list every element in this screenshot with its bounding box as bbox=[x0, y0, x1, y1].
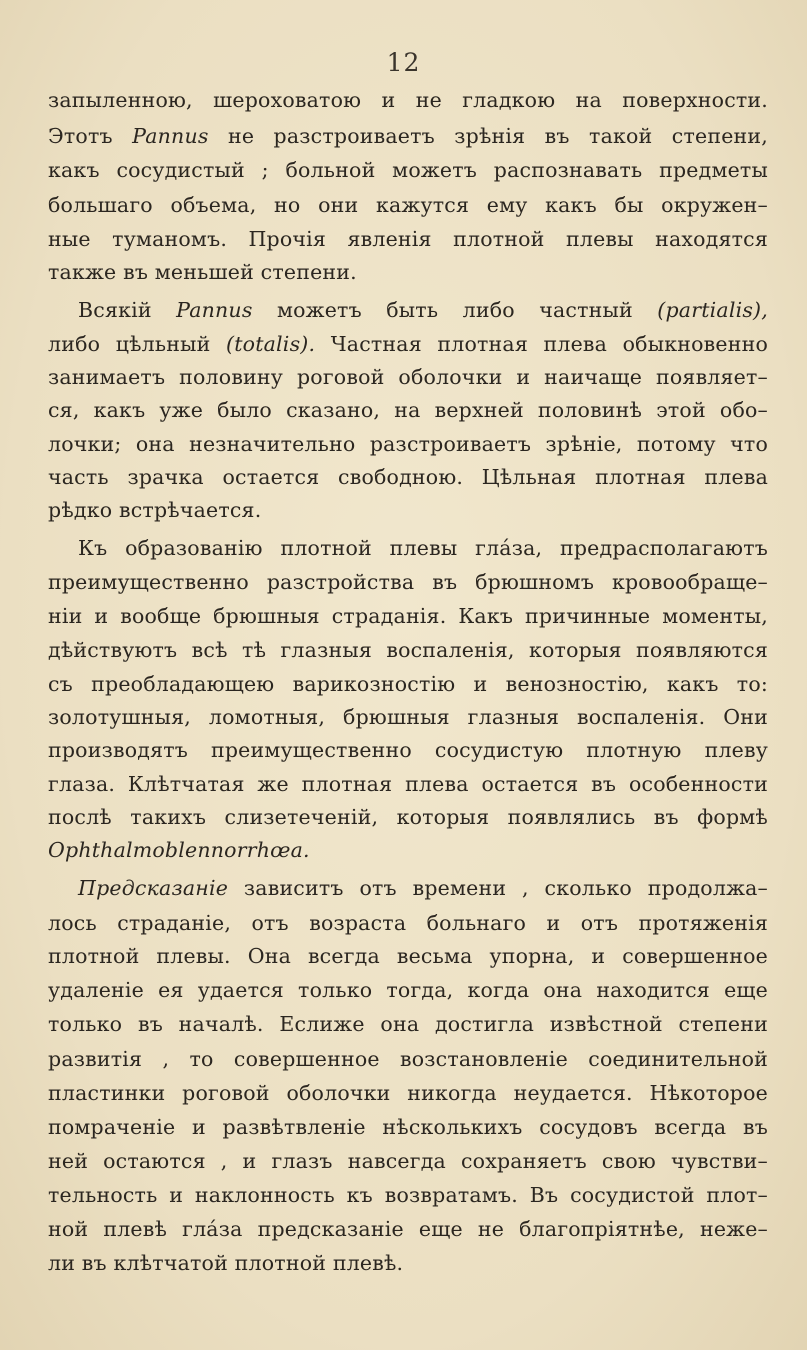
text-segment: глаза. Клѣтчатая же плотная плева остается въ особенности bbox=[48, 772, 768, 796]
text-line bbox=[48, 635, 768, 665]
text-segment: зависитъ отъ времени , сколько продолжа– bbox=[228, 876, 768, 900]
text-segment: тельность и наклонность къ возвратамъ. Въ сосудистой плот– bbox=[48, 1183, 768, 1207]
text-line bbox=[78, 873, 768, 903]
italic-term: (partialis), bbox=[657, 298, 768, 322]
text-segment: рѣдко встрѣчается. bbox=[48, 498, 262, 522]
text-segment: не разстроиваетъ зрѣнія въ такой степени, bbox=[208, 124, 768, 148]
text-segment: Всякій bbox=[78, 298, 177, 322]
text-segment: пластинки роговой оболочки никогда неудается. Нѣкоторое bbox=[48, 1081, 768, 1105]
text-line bbox=[48, 85, 768, 115]
text-line bbox=[48, 224, 768, 254]
text-line bbox=[48, 155, 768, 185]
text-line bbox=[48, 601, 768, 631]
text-segment: удаленіе ея удается только тогда, когда она находится еще bbox=[48, 978, 768, 1002]
text-segment: ли въ клѣтчатой плотной плевѣ. bbox=[48, 1251, 404, 1275]
text-segment: Частная плотная плева обыкновенно bbox=[315, 332, 768, 356]
text-line bbox=[48, 835, 768, 865]
text-segment: ніи и вообще брюшныя страданія. Какъ причинные моменты, bbox=[48, 604, 768, 628]
text-segment: ся, какъ уже было сказано, на верхней половинѣ этой обо– bbox=[48, 398, 768, 422]
text-segment: какъ сосудистый ; больной можетъ распознавать предметы bbox=[48, 158, 768, 182]
text-line bbox=[48, 362, 768, 392]
text-line bbox=[48, 329, 768, 359]
text-line bbox=[78, 295, 768, 325]
text-line bbox=[48, 1112, 768, 1142]
italic-term: (totalis). bbox=[226, 332, 316, 356]
text-segment: преимущественно разстройства въ брюшномъ кровообраще– bbox=[48, 570, 768, 594]
text-line bbox=[48, 190, 768, 220]
text-segment: ные туманомъ. Прочія явленія плотной плевы находятся bbox=[48, 227, 768, 251]
text-segment: плотной плевы. Она всегда весьма упорна, и совершенное bbox=[48, 944, 768, 968]
text-line bbox=[48, 1146, 768, 1176]
text-segment: Къ образованію плотной плевы глáза, предрасполагаютъ bbox=[78, 536, 768, 560]
text-segment: помраченіе и развѣтвленіе нѣсколькихъ сосудовъ всегда въ bbox=[48, 1115, 768, 1139]
text-segment: лось страданіе, отъ возраста больнаго и отъ протяженія bbox=[48, 911, 768, 935]
text-segment: можетъ быть либо частный bbox=[252, 298, 658, 322]
text-segment: часть зрачка остается свободною. Цѣльная плотная плева bbox=[48, 465, 768, 489]
text-segment: большаго объема, но они кажутся ему какъ бы окружен– bbox=[48, 193, 768, 217]
text-line bbox=[48, 769, 768, 799]
text-segment: послѣ такихъ слизетеченій, которыя появлялись въ формѣ bbox=[48, 805, 768, 829]
text-line bbox=[48, 1180, 768, 1210]
text-line bbox=[48, 395, 768, 425]
text-line bbox=[48, 429, 768, 459]
text-line bbox=[48, 1214, 768, 1244]
text-segment: только въ началѣ. Еслиже она достигла извѣстной степени bbox=[48, 1012, 768, 1036]
text-segment: развитія , то совершенное возстановленіе соединительной bbox=[48, 1047, 768, 1071]
text-segment: производятъ преимущественно сосудистую плотную плеву bbox=[48, 738, 768, 762]
text-line bbox=[48, 1078, 768, 1108]
text-line bbox=[48, 702, 768, 732]
text-segment: лочки; она незначительно разстроиваетъ зрѣніе, потому что bbox=[48, 432, 768, 456]
text-segment: ной плевѣ глáза предсказаніе еще не благопріятнѣе, неже– bbox=[48, 1217, 768, 1241]
text-line bbox=[48, 567, 768, 597]
text-line bbox=[48, 121, 768, 151]
text-segment: ней остаются , и глазъ навсегда сохраняетъ свою чувстви– bbox=[48, 1149, 768, 1173]
text-line bbox=[48, 669, 768, 699]
text-segment: съ преобладающею варикозностію и венозностію, какъ то: bbox=[48, 672, 768, 696]
italic-term: Предсказаніе bbox=[78, 876, 229, 900]
text-line bbox=[48, 735, 768, 765]
text-segment: запыленною, шероховатою и не гладкою на поверхности. bbox=[48, 88, 768, 112]
text-line bbox=[48, 1009, 768, 1039]
text-line bbox=[48, 908, 768, 938]
text-segment: занимаетъ половину роговой оболочки и наичаще появляет– bbox=[48, 365, 768, 389]
text-segment: дѣйствуютъ всѣ тѣ глазныя воспаленія, которыя появляются bbox=[48, 638, 768, 662]
text-line bbox=[48, 941, 768, 971]
text-segment: либо цѣльный bbox=[48, 332, 227, 356]
text-line bbox=[48, 462, 768, 492]
text-line bbox=[48, 802, 768, 832]
text-line bbox=[48, 495, 768, 525]
text-line bbox=[48, 975, 768, 1005]
text-segment: также въ меньшей степени. bbox=[48, 260, 357, 284]
text-line bbox=[48, 1044, 768, 1074]
text-line bbox=[48, 1248, 768, 1278]
italic-term: Pannus bbox=[176, 298, 253, 322]
page-number: 12 bbox=[386, 48, 421, 77]
text-line bbox=[48, 257, 768, 287]
italic-term: Ophthalmoblennorrhœa. bbox=[48, 838, 310, 862]
italic-term: Pannus bbox=[132, 124, 209, 148]
text-segment: Этотъ bbox=[48, 124, 133, 148]
text-segment: золотушныя, ломотныя, брюшныя глазныя воспаленія. Они bbox=[48, 705, 768, 729]
text-line bbox=[78, 533, 768, 563]
